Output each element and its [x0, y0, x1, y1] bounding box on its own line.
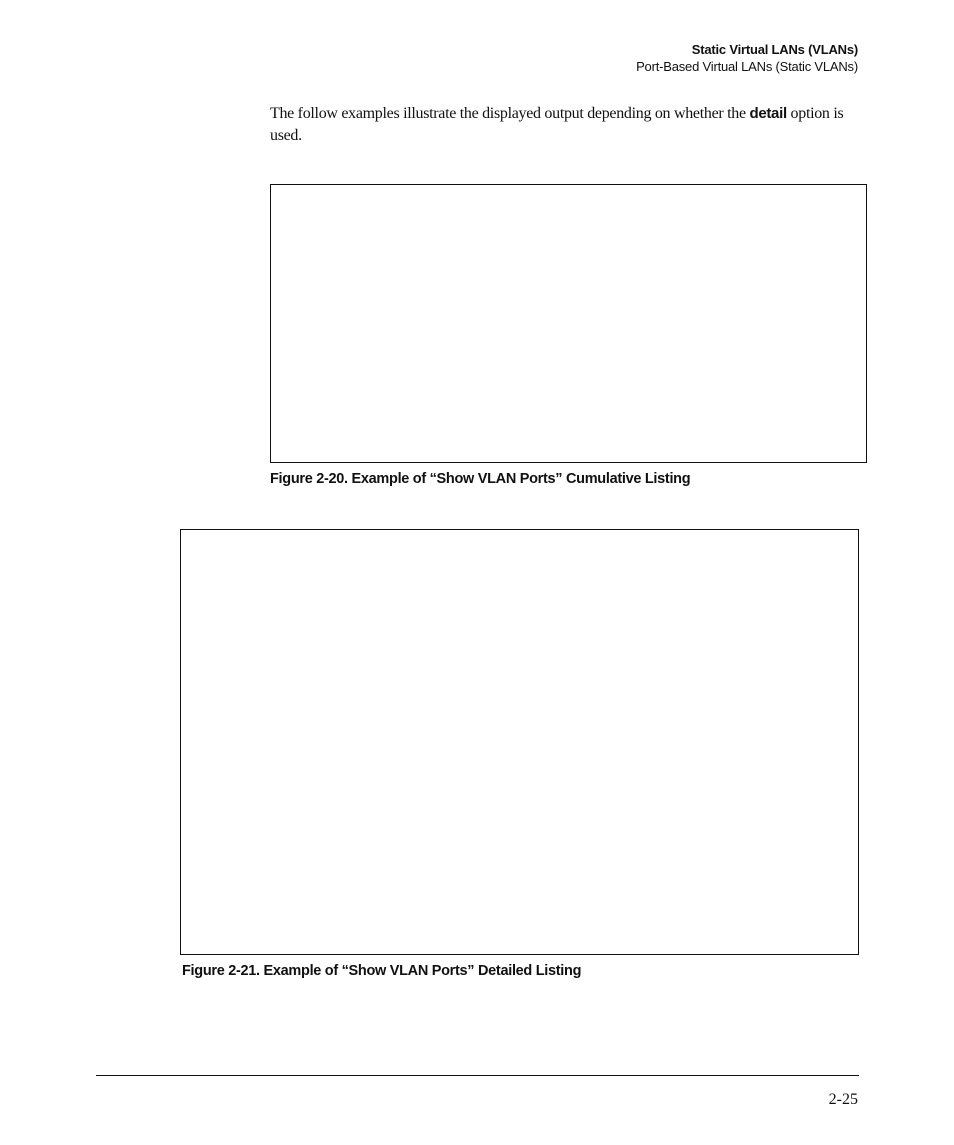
intro-text-before: The follow examples illustrate the displayed output depending on whether the: [270, 105, 750, 122]
figure-2-21-caption: Figure 2-21. Example of “Show VLAN Ports” Detailed Listing: [182, 963, 582, 979]
intro-text-after: option is used.: [270, 105, 844, 144]
footer-rule: [96, 1075, 859, 1076]
intro-paragraph: [270, 103, 870, 147]
figure-2-21-frame: [180, 529, 859, 955]
running-header: [636, 41, 858, 75]
section-title: Port-Based Virtual LANs (Static VLANs): [636, 59, 858, 74]
detail-keyword: detail: [749, 105, 787, 122]
page-number: 2-25: [828, 1091, 858, 1108]
figure-2-20-frame: [270, 184, 867, 463]
figure-2-20-caption: Figure 2-20. Example of “Show VLAN Ports” Cumulative Listing: [270, 471, 691, 487]
chapter-title: Static Virtual LANs (VLANs): [691, 42, 858, 57]
